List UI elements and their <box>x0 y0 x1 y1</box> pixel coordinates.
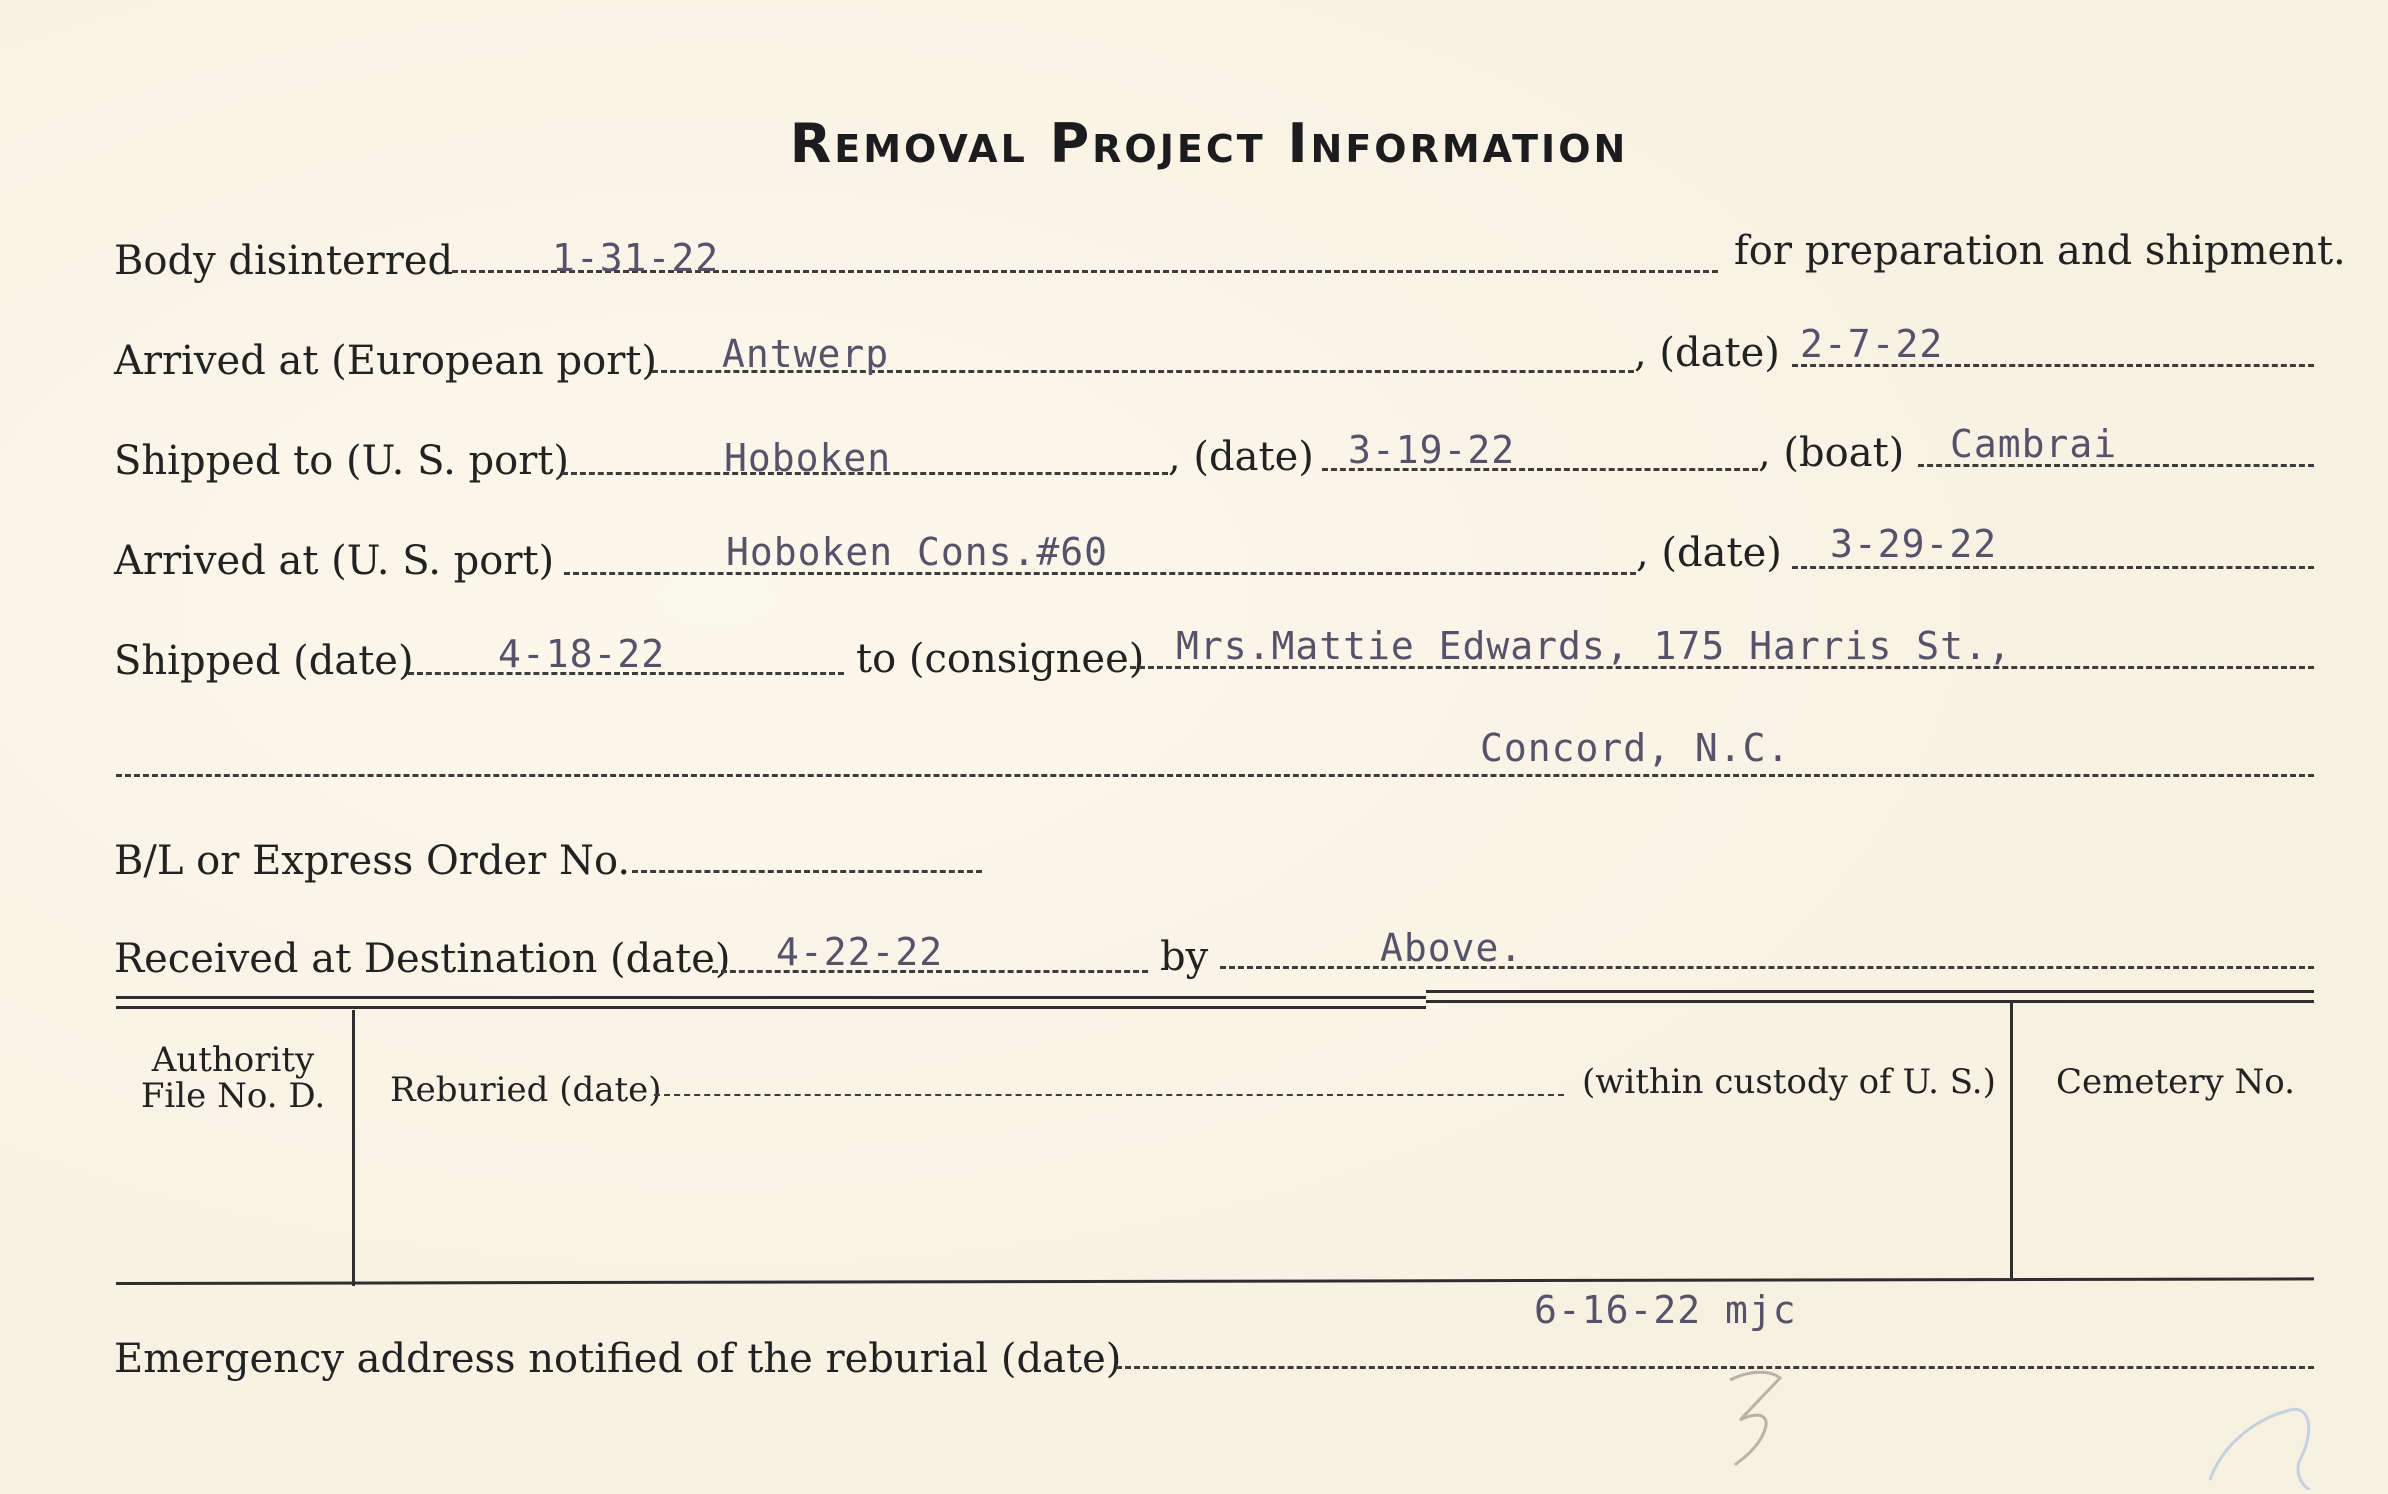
arrived-eu-label: Arrived at (European port) <box>114 338 658 384</box>
arrived-us-date-label: , (date) <box>1636 530 1782 576</box>
cemetery-label: Cemetery No. <box>2056 1062 2295 1102</box>
received-label: Received at Destination (date) <box>114 936 731 982</box>
shipped-us-date-label: , (date) <box>1168 434 1314 480</box>
consignee-value-line-1: Mrs.Mattie Edwards, 175 Harris St., <box>1176 624 2012 668</box>
shipped-us-date: 3-19-22 <box>1348 428 1516 472</box>
received-date-value: 4-22-22 <box>776 930 944 974</box>
box-bottom-rule <box>116 1277 2314 1285</box>
emergency-line <box>1116 1366 2314 1369</box>
box-top-rule-a <box>116 996 1426 999</box>
arrived-eu-date: 2-7-22 <box>1800 322 1944 366</box>
authority-label-line-2: File No. D. <box>140 1076 326 1116</box>
emergency-label: Emergency address notified of the reburial (date) <box>114 1336 1122 1382</box>
consignee-value-line-2: Concord, N.C. <box>1480 726 1791 770</box>
body-disinterred-value: 1-31-22 <box>552 236 720 280</box>
shipped-us-label: Shipped to (U. S. port) <box>114 438 569 484</box>
pencil-mark <box>1720 1360 1800 1470</box>
box-divider-right <box>2010 1002 2013 1278</box>
consignee-line-2 <box>116 774 2314 777</box>
consignee-label: to (consignee) <box>856 636 1145 682</box>
authority-label-line-1: Authority <box>151 1040 315 1080</box>
arrived-us-date: 3-29-22 <box>1830 522 1998 566</box>
body-disinterred-suffix: for preparation and shipment. <box>1734 228 2346 274</box>
reburied-line <box>654 1094 1564 1096</box>
bl-order-line <box>632 870 982 873</box>
box-divider-left <box>352 1010 355 1286</box>
received-by-value: Above. <box>1380 926 1524 970</box>
arrived-eu-date-label: , (date) <box>1634 330 1780 376</box>
arrived-us-label: Arrived at (U. S. port) <box>114 538 555 584</box>
reburied-label: Reburied (date) <box>390 1070 662 1110</box>
body-disinterred-label: Body disinterred <box>114 238 454 284</box>
authority-label <box>120 1042 346 1114</box>
corner-pencil-mark <box>2200 1390 2320 1490</box>
shipped-us-port: Hoboken <box>724 436 892 480</box>
shipped-us-boat-label: , (boat) <box>1758 430 1905 476</box>
card-title: Removal Project Information <box>789 112 1629 175</box>
box-top-rule-c <box>1426 990 2314 993</box>
received-by-label: by <box>1160 934 1209 980</box>
bl-order-label: B/L or Express Order No. <box>114 838 631 884</box>
shipped-date-label: Shipped (date) <box>114 638 414 684</box>
custody-label: (within custody of U. S.) <box>1582 1062 1996 1102</box>
arrived-us-port: Hoboken Cons.#60 <box>726 530 1109 574</box>
box-top-rule-d <box>1426 1000 2314 1003</box>
shipped-us-boat: Cambrai <box>1950 422 2118 466</box>
emergency-value: 6-16-22 mjc <box>1534 1288 1797 1332</box>
arrived-us-date-line <box>1792 566 2314 569</box>
arrived-eu-port: Antwerp <box>722 332 890 376</box>
box-top-rule-b <box>116 1006 1426 1009</box>
shipped-date-value: 4-18-22 <box>498 632 666 676</box>
